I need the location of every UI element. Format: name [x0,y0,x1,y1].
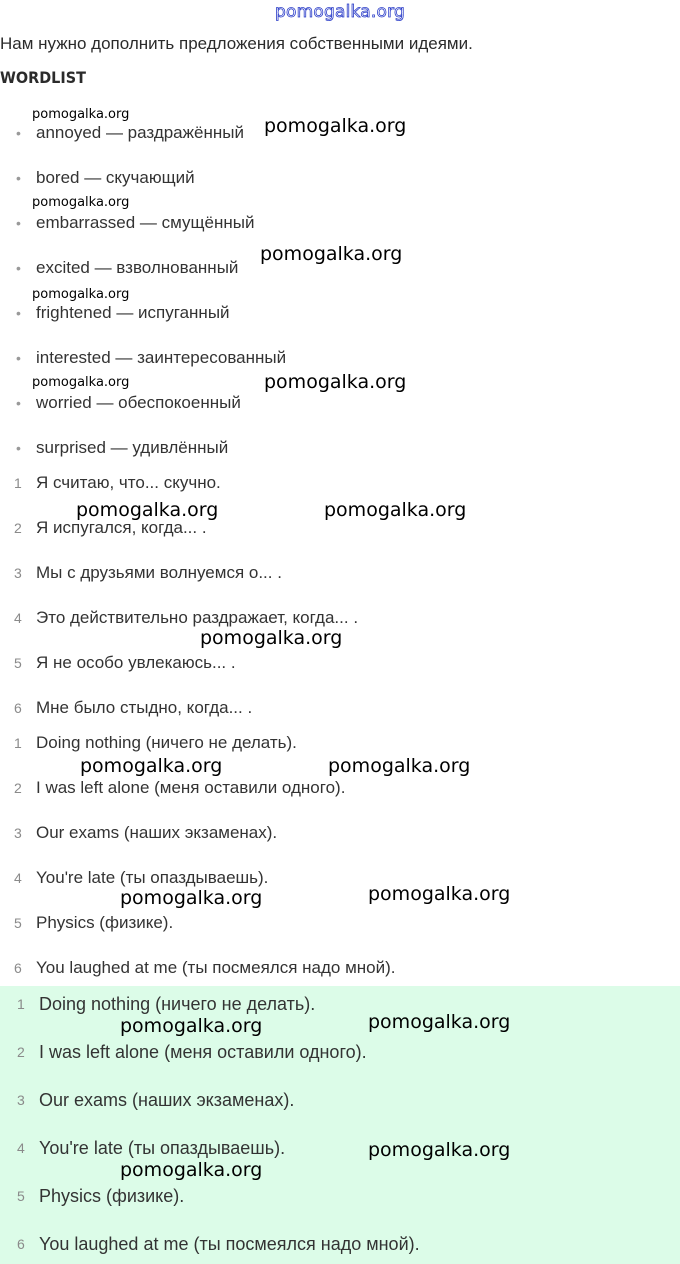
item-number: 5 [17,1188,25,1204]
list-item: 6 You laughed at me (ты посмеялся надо мной). [17,1234,420,1254]
item-number: 5 [14,915,22,931]
list-item: 1 Я считаю, что... скучно. [0,471,680,495]
watermark: pomogalka.org [32,107,130,122]
watermark: pomogalka.org [32,287,130,302]
watermark: pomogalka.org [260,243,403,265]
item-number: 1 [14,475,22,491]
watermark: pomogalka.org [120,1159,263,1181]
list-item: 2 Я испугался, когда... . [0,516,680,540]
bullet-icon: • [16,125,21,141]
item-number: 1 [17,996,25,1012]
item-number: 6 [14,960,22,976]
wordlist-heading: WORDLIST [0,68,86,87]
bullet-icon: • [16,215,21,231]
watermark: pomogalka.org [120,887,263,909]
bullet-icon: • [16,350,21,366]
list-item: • excited — взволнованный [0,256,680,280]
item-number: 6 [14,700,22,716]
bullet-icon: • [16,305,21,321]
item-number: 4 [14,870,22,886]
list-item: • annoyed — раздражённый [0,121,680,145]
list-item: 5 Physics (физике). [0,911,680,935]
list-item: 4 You're late (ты опаздываешь). [17,1138,286,1158]
list-item: 6 Мне было стыдно, когда... . [0,696,680,720]
list-item: 3 Our exams (наших экзаменах). [0,821,680,845]
list-item: 2 I was left alone (меня оставили одного). [17,1042,367,1062]
watermark: pomogalka.org [120,1015,263,1037]
site-logo-text[interactable]: pomogalka.org [275,2,405,22]
watermark: pomogalka.org [80,755,223,777]
item-number: 2 [14,520,22,536]
list-item: 1 Doing nothing (ничего не делать). [17,994,316,1014]
watermark: pomogalka.org [324,499,467,521]
item-number: 5 [14,655,22,671]
intro-text: Нам нужно дополнить предложения собственными идеями. [0,34,473,53]
list-item: 6 You laughed at me (ты посмеялся надо мной). [0,956,680,980]
watermark: pomogalka.org [264,115,407,137]
list-item: 2 I was left alone (меня оставили одного). [0,776,680,800]
item-number: 4 [14,610,22,626]
watermark: pomogalka.org [264,371,407,393]
answers-highlighted-panel [0,986,680,1264]
item-number: 2 [17,1044,25,1060]
item-number: 3 [14,565,22,581]
watermark: pomogalka.org [368,883,511,905]
list-item: • worried — обеспокоенный [0,391,680,415]
watermark: pomogalka.org [32,375,130,390]
item-number: 6 [17,1236,25,1252]
watermark: pomogalka.org [200,627,343,649]
bullet-icon: • [16,440,21,456]
item-number: 3 [17,1092,25,1108]
list-item: 4 Это действительно раздражает, когда... . [0,606,680,630]
watermark: pomogalka.org [76,499,219,521]
watermark: pomogalka.org [328,755,471,777]
list-item: 5 Я не особо увлекаюсь... . [0,651,680,675]
list-item: • frightened — испуганный [0,301,680,325]
item-number: 1 [14,735,22,751]
watermark: pomogalka.org [32,195,130,210]
list-item: 3 Our exams (наших экзаменах). [17,1090,295,1110]
item-number: 2 [14,780,22,796]
watermark: pomogalka.org [368,1139,511,1161]
list-item: 5 Physics (физике). [17,1186,185,1206]
watermark: pomogalka.org [368,1011,511,1033]
list-item: 1 Doing nothing (ничего не делать). [0,731,680,755]
bullet-icon: • [16,170,21,186]
item-number: 3 [14,825,22,841]
list-item: • bored — скучающий [0,166,680,190]
list-item: • surprised — удивлённый [0,436,680,460]
list-item: 4 You're late (ты опаздываешь). [0,866,680,890]
list-item: 3 Мы с друзьями волнуемся о... . [0,561,680,585]
item-number: 4 [17,1140,25,1156]
list-item: • embarrassed — смущённый [0,211,680,235]
bullet-icon: • [16,395,21,411]
bullet-icon: • [16,260,21,276]
list-item: • interested — заинтересованный [0,346,680,370]
